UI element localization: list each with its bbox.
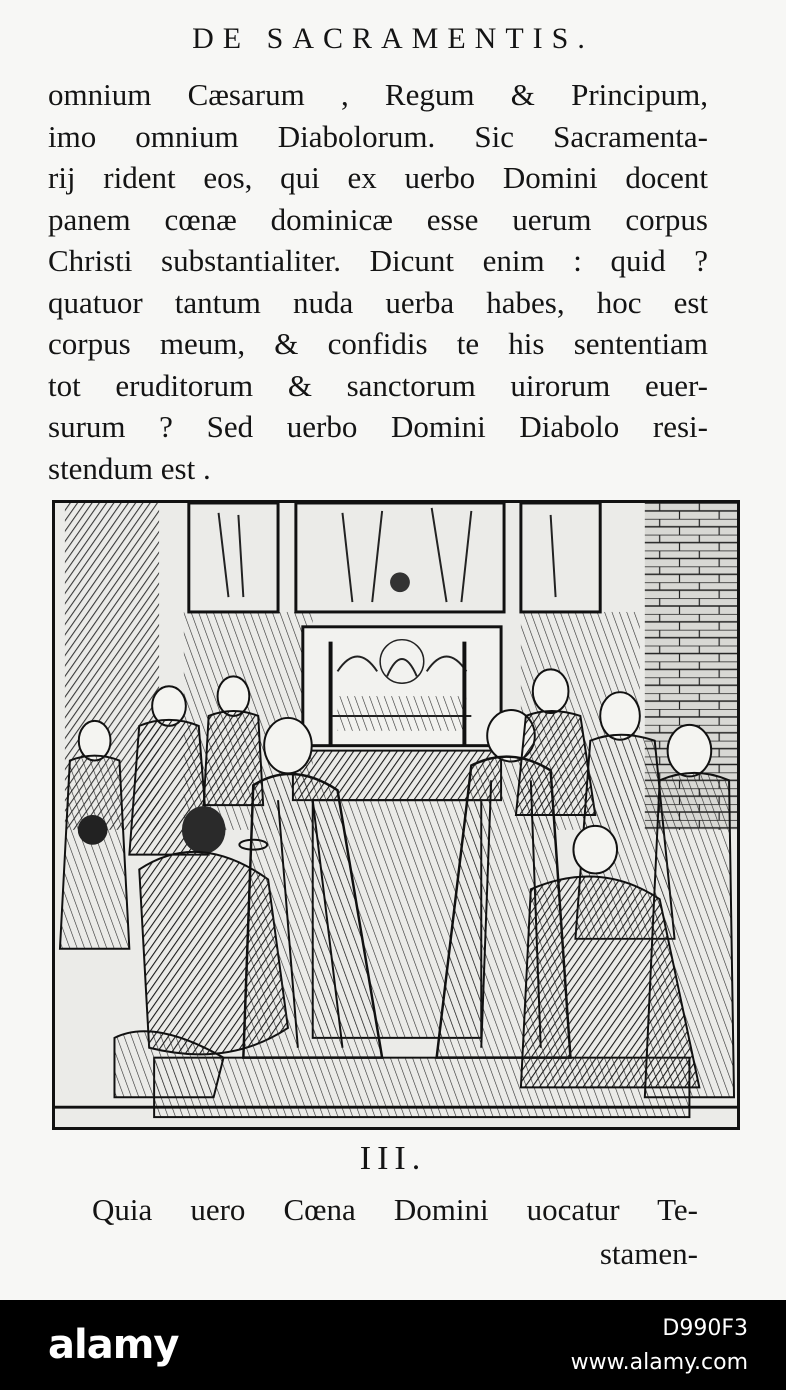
watermark-brand: alamy <box>48 1322 179 1368</box>
body-line: stendum est . <box>48 450 211 486</box>
watermark-url: www.alamy.com <box>570 1350 748 1375</box>
woodcut-illustration <box>52 500 740 1130</box>
section-number: III. <box>359 1140 427 1177</box>
body-line: corpus meum, & confidis te his sententiam <box>48 326 708 361</box>
body-line: surum ? Sed uerbo Domini Diabolo resi- <box>48 409 708 444</box>
body-line: quatuor tantum nuda uerba habes, hoc est <box>48 284 708 320</box>
body-line: omnium Cæsarum , Regum & Principum, <box>48 77 708 112</box>
continuation-text <box>92 1188 698 1276</box>
woodcut-communion-scene <box>55 503 737 1127</box>
body-line: panem cœnæ dominicæ esse uerum corpus <box>48 201 708 237</box>
watermark-image-id: D990F3 <box>662 1316 748 1341</box>
body-line: imo omnium Diabolorum. Sic Sacramenta- <box>48 118 708 154</box>
running-head: DE SACRAMENTIS. <box>192 22 594 55</box>
body-line: Christi substantialiter. Dicunt enim : quid ? <box>48 243 708 278</box>
foot-line: Quia uero Cœna Domini uocatur Te- <box>92 1192 698 1227</box>
body-text <box>48 74 708 489</box>
body-line: tot eruditorum & sanctorum uirorum euer- <box>48 367 708 403</box>
body-line: rij rident eos, qui ex uerbo Domini docent <box>48 160 708 195</box>
watermark-footer <box>0 1300 786 1390</box>
foot-line: stamen- <box>599 1236 698 1271</box>
